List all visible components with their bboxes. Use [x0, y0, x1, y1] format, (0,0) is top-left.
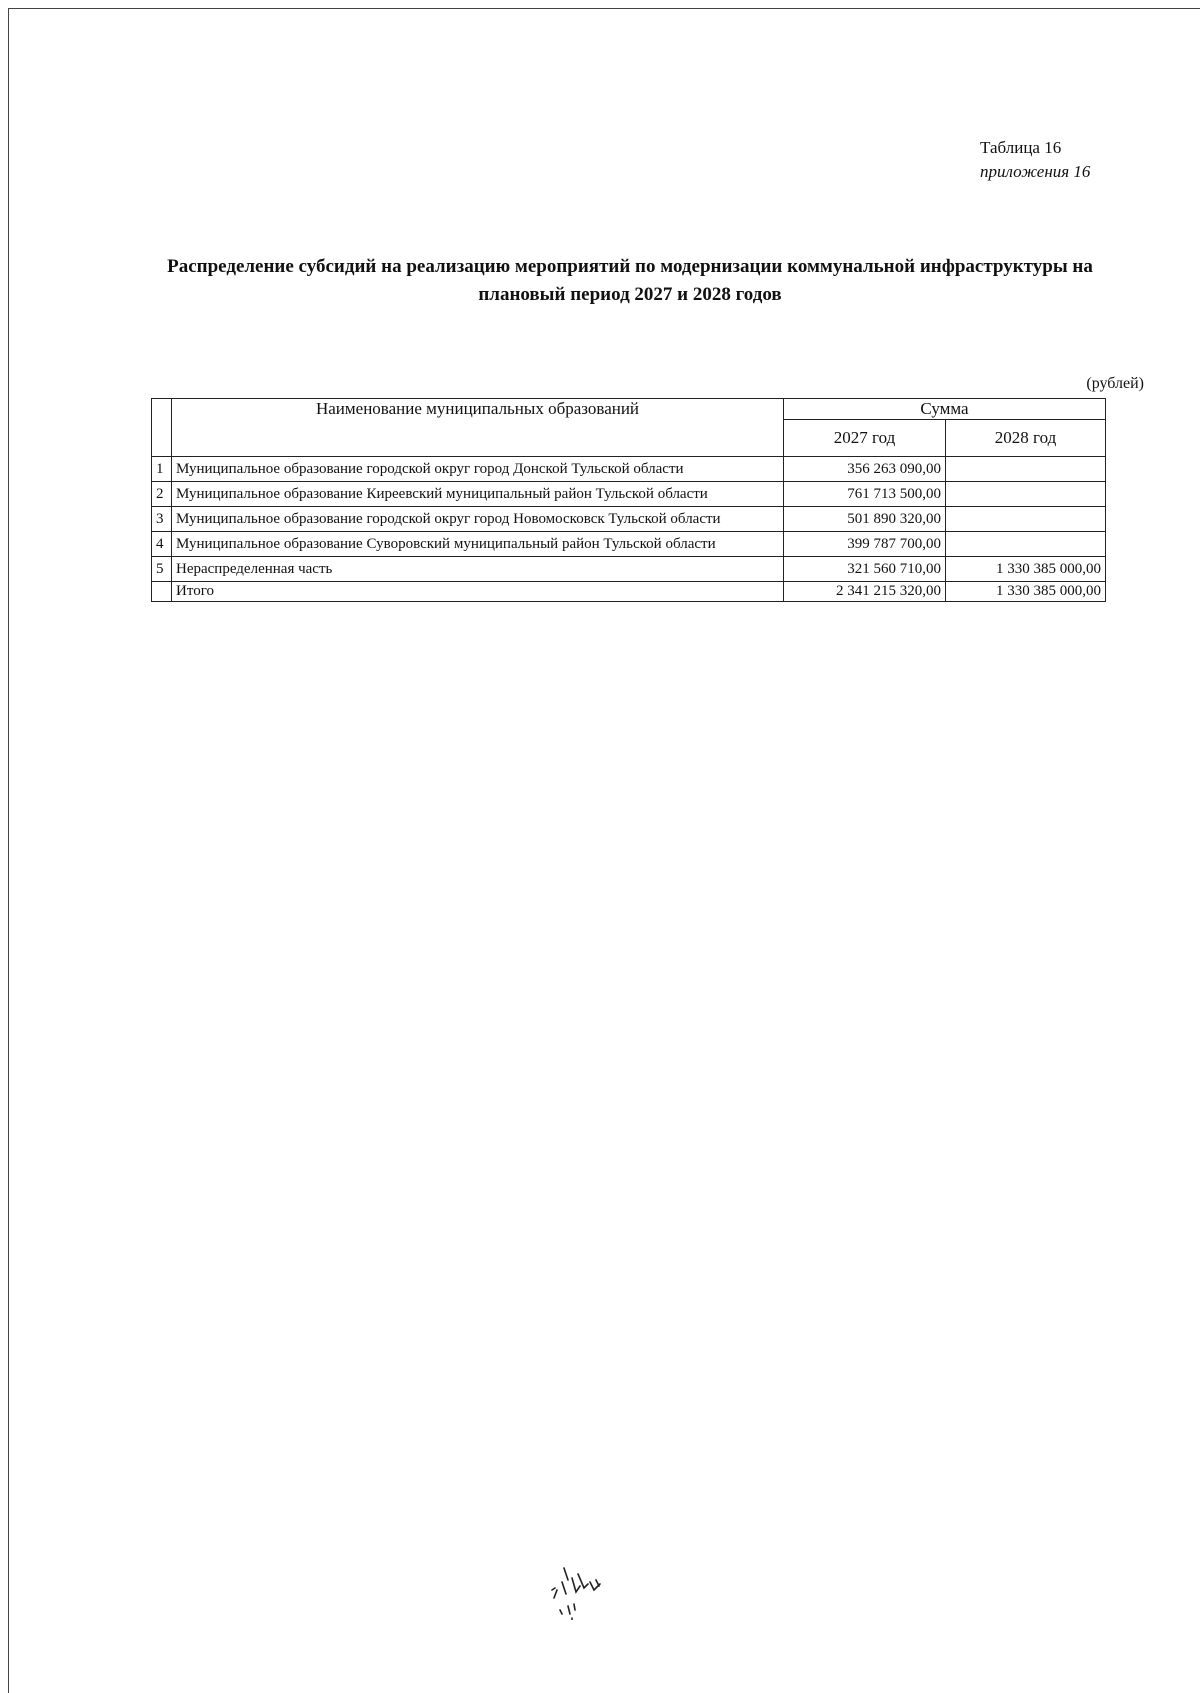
- subsidies-table: [151, 398, 1106, 602]
- appendix-reference: приложения 16: [980, 162, 1091, 181]
- table-row: [152, 557, 1106, 582]
- row-number: 4: [152, 532, 172, 557]
- municipality-name: Муниципальное образование Киреевский муниципальный район Тульской области: [172, 482, 784, 507]
- row-number: 5: [152, 557, 172, 582]
- row-number: [152, 582, 172, 602]
- amount-2028: [946, 482, 1106, 507]
- total-label: Итого: [172, 582, 784, 602]
- sum-column-header: Сумма: [784, 399, 1106, 420]
- year-2027-header: 2027 год: [784, 420, 946, 457]
- handwritten-signature: [548, 1560, 628, 1620]
- amount-2027: 321 560 710,00: [784, 557, 946, 582]
- amount-2028: [946, 457, 1106, 482]
- municipality-name: Нераспределенная часть: [172, 557, 784, 582]
- municipality-name: Муниципальное образование городской округ город Донской Тульской области: [172, 457, 784, 482]
- table-number: Таблица 16: [980, 138, 1062, 157]
- amount-2028: [946, 507, 1106, 532]
- table-row: [152, 532, 1106, 557]
- total-amount-2028: 1 330 385 000,00: [946, 582, 1106, 602]
- table-row: [152, 507, 1106, 532]
- document-title: Распределение субсидий на реализацию мероприятий по модернизации коммунальной инфраструктуры на плановый период 2027 и 2028 годов: [167, 256, 1093, 305]
- amount-2027: 761 713 500,00: [784, 482, 946, 507]
- amount-2027: 501 890 320,00: [784, 507, 946, 532]
- name-column-header: Наименование муниципальных образований: [172, 399, 784, 457]
- units-label: (рублей): [1086, 375, 1144, 392]
- table-row: [152, 482, 1106, 507]
- row-number: 1: [152, 457, 172, 482]
- total-row: [152, 582, 1106, 602]
- row-number: 2: [152, 482, 172, 507]
- number-column-header: [152, 399, 172, 457]
- row-number: 3: [152, 507, 172, 532]
- table-row: [152, 457, 1106, 482]
- table-header-row: [152, 399, 1106, 420]
- amount-2028: [946, 532, 1106, 557]
- table-reference: [980, 136, 1090, 184]
- municipality-name: Муниципальное образование городской округ город Новомосковск Тульской области: [172, 507, 784, 532]
- year-2028-header: 2028 год: [946, 420, 1106, 457]
- total-amount-2027: 2 341 215 320,00: [784, 582, 946, 602]
- amount-2027: 356 263 090,00: [784, 457, 946, 482]
- municipality-name: Муниципальное образование Суворовский муниципальный район Тульской области: [172, 532, 784, 557]
- amount-2028: 1 330 385 000,00: [946, 557, 1106, 582]
- amount-2027: 399 787 700,00: [784, 532, 946, 557]
